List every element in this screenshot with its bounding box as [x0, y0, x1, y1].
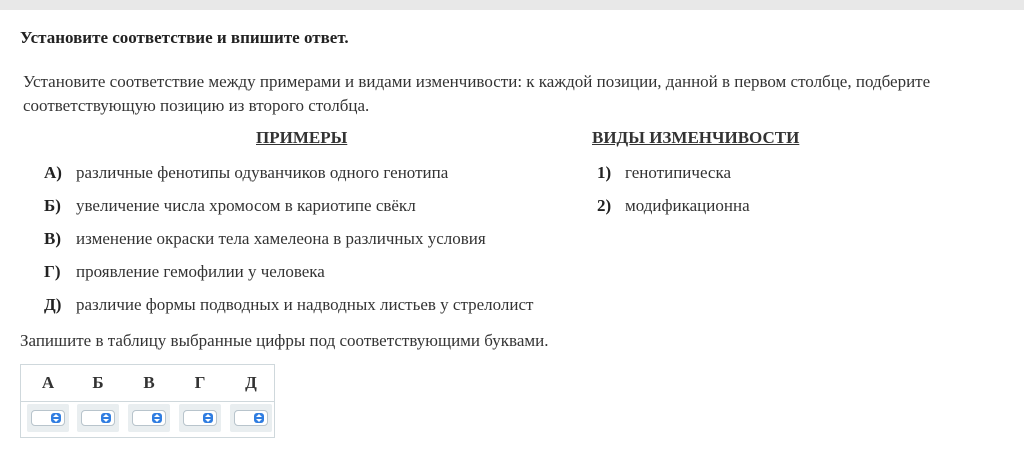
- answer-table: [20, 364, 275, 438]
- variability-types-column-header: ВИДЫ ИЗМЕНЧИВОСТИ: [592, 128, 800, 147]
- answer-select-cell-a: [27, 404, 69, 432]
- example-item-d: [44, 295, 533, 315]
- type-item-1: [597, 163, 731, 183]
- answer-select-d[interactable]: [234, 410, 268, 426]
- answer-select-v[interactable]: [132, 410, 166, 426]
- task-text: Установите соответствие между примерами и видами изменчивости: к каждой позиции, данной в первом столбце, подберите соответствующую позицию из второго столбца.: [23, 72, 931, 115]
- example-mark: А): [44, 163, 62, 182]
- answer-table-divider: [21, 401, 274, 402]
- top-bar: [0, 0, 1024, 10]
- example-mark: В): [44, 229, 61, 248]
- answer-letter-a: А: [41, 373, 55, 392]
- type-text: модификационна: [625, 196, 750, 215]
- example-text: различные фенотипы одуванчиков одного генотипа: [76, 163, 449, 182]
- answer-letter-v: В: [143, 373, 155, 392]
- answer-select-cell-b: [77, 404, 119, 432]
- type-mark: 2): [597, 196, 612, 215]
- example-item-a: [44, 163, 448, 183]
- select-arrows-icon: [203, 413, 213, 423]
- example-item-b: [44, 196, 416, 216]
- example-text: изменение окраски тела хамелеона в различных условия: [76, 229, 486, 248]
- example-item-v: [44, 229, 486, 249]
- example-text: увеличение числа хромосом в кариотипе свёкл: [76, 196, 416, 215]
- answer-letter-d: Д: [245, 373, 257, 392]
- select-arrows-icon: [101, 413, 111, 423]
- example-text: проявление гемофилии у человека: [76, 262, 325, 281]
- answer-instruction: Запишите в таблицу выбранные цифры под соответствующими буквами.: [20, 331, 549, 350]
- answer-select-b[interactable]: [81, 410, 115, 426]
- answer-table-header-row: [21, 365, 274, 401]
- example-mark: Б): [44, 196, 61, 215]
- example-mark: Г): [44, 262, 61, 281]
- example-item-g: [44, 262, 325, 282]
- type-mark: 1): [597, 163, 612, 182]
- answer-select-a[interactable]: [31, 410, 65, 426]
- answer-select-cell-g: [179, 404, 221, 432]
- select-arrows-icon: [152, 413, 162, 423]
- answer-select-cell-v: [128, 404, 170, 432]
- example-mark: Д): [44, 295, 62, 314]
- type-text: генотипическа: [625, 163, 732, 182]
- type-item-2: [597, 196, 750, 216]
- select-arrows-icon: [254, 413, 264, 423]
- answer-letter-g: Г: [194, 373, 206, 392]
- example-text: различие формы подводных и надводных листьев у стрелолист: [76, 295, 534, 314]
- select-arrows-icon: [51, 413, 61, 423]
- answer-letter-b: Б: [92, 373, 104, 392]
- task-heading: Установите соответствие и впишите ответ.: [20, 28, 349, 47]
- answer-select-cell-d: [230, 404, 272, 432]
- answer-select-g[interactable]: [183, 410, 217, 426]
- examples-column-header: ПРИМЕРЫ: [256, 128, 348, 147]
